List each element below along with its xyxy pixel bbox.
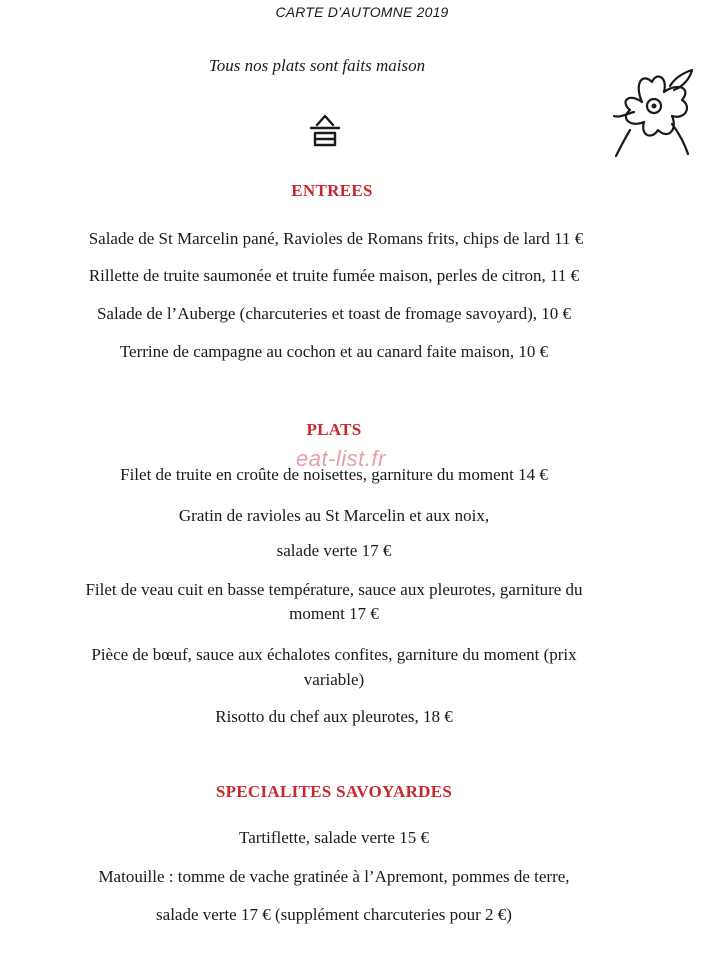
menu-subtitle: Tous nos plats sont faits maison: [208, 56, 426, 75]
menu-line: Terrine de campagne au cochon et au canard faite maison, 10 €: [119, 342, 549, 361]
menu-title: CARTE D’AUTOMNE 2019: [275, 4, 449, 20]
section-heading-entrees: ENTREES: [291, 181, 373, 200]
watermark: eat-list.fr: [296, 446, 386, 471]
section-heading-specialites: SPECIALITES SAVOYARDES: [215, 782, 453, 801]
menu-line: Salade de St Marcelin pané, Ravioles de Romans frits, chips de lard 11 €: [88, 229, 584, 248]
menu-line: moment 17 €: [289, 604, 379, 623]
menu-line: Filet de truite en croûte de noisettes, garniture du moment 14 €: [120, 465, 548, 484]
menu-line: Matouille : tomme de vache gratinée à l’Apremont, pommes de terre,: [98, 867, 570, 886]
section-heading-plats: PLATS: [306, 420, 362, 439]
menu-line: Tartiflette, salade verte 15 €: [239, 828, 429, 847]
menu-line: Filet de veau cuit en basse température, sauce aux pleurotes, garniture du: [85, 580, 583, 599]
menu-line: salade verte 17 €: [276, 541, 392, 560]
flower-icon: [612, 66, 696, 158]
menu-line: variable): [303, 670, 365, 689]
menu-line: Risotto du chef aux pleurotes, 18 €: [215, 707, 453, 726]
menu-line: Gratin de ravioles au St Marcelin et aux noix,: [178, 506, 490, 525]
menu-line: Salade de l’Auberge (charcuteries et toast de fromage savoyard), 10 €: [96, 304, 572, 323]
menu-line: Pièce de bœuf, sauce aux échalotes confites, garniture du moment (prix: [91, 645, 577, 664]
menu-line: salade verte 17 € (supplément charcuteries pour 2 €): [156, 905, 512, 924]
menu-line: Rillette de truite saumonée et truite fumée maison, perles de citron, 11 €: [88, 266, 580, 285]
ornament-icon: [305, 112, 345, 148]
